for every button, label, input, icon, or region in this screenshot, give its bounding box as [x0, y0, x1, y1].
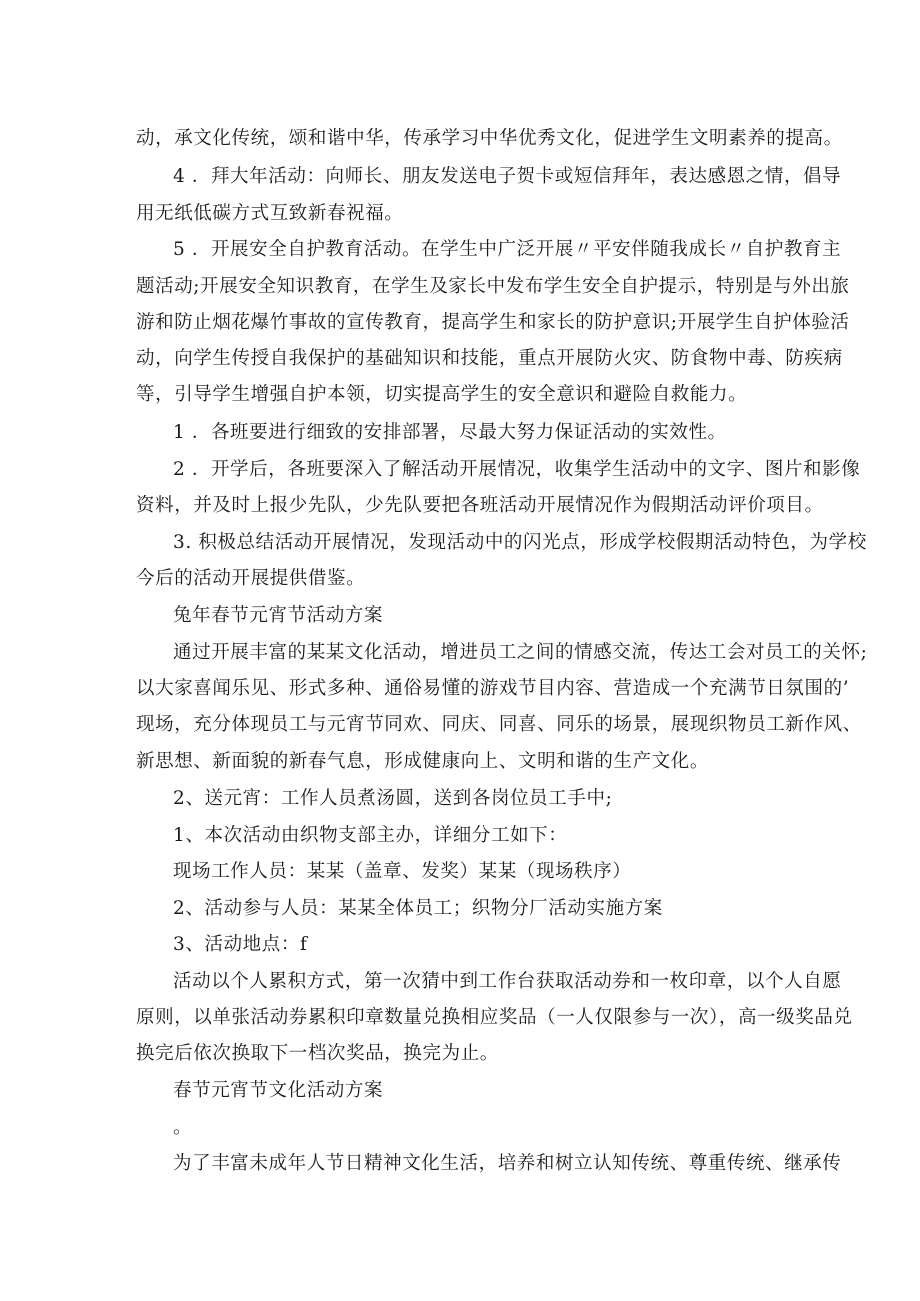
- text-line-8: 等，引导学生增强自护本领，切实提高学生的安全意识和避险自救能力。: [136, 384, 748, 405]
- text-line-10: 2 ．开学后，各班要深入了解活动开展情况，收集学生活动中的文字、图片和影像: [173, 459, 861, 480]
- text-line-22: 2、活动参与人员：某某全体员工；织物分厂活动实施方案: [173, 898, 663, 919]
- text-line-26: 换完后依次换取下一档次奖品，换完为止。: [136, 1043, 499, 1064]
- text-line-15: 通过开展丰富的某某文化活动，增进员工之间的情感交流，传达工会对员工的关怀;: [173, 642, 868, 663]
- text-line-23: 3、活动地点：f: [173, 934, 308, 955]
- text-line-13: 今后的活动开展提供借鉴。: [136, 568, 366, 589]
- section-heading-culture-activity: 春节元宵节文化活动方案: [173, 1080, 384, 1101]
- text-line-28: 。: [173, 1117, 193, 1138]
- text-line-21: 现场工作人员：某某（盖章、发奖）某某（现场秩序）: [173, 861, 632, 882]
- text-line-20: 1、本次活动由织物支部主办，详细分工如下：: [173, 825, 568, 846]
- section-heading-lantern-festival: 兔年春节元宵节活动方案: [173, 605, 384, 626]
- text-line-4: 5 ．开展安全自护教育活动。在学生中广泛开展〃平安伴随我成长〃自护教育主: [173, 239, 842, 260]
- text-line-17: 现场，充分体现员工与元宵节同欢、同庆、同喜、同乐的场景，展现织物员工新作风、: [136, 714, 862, 735]
- text-line-25: 原则，以单张活动券累积印章数量兑换相应奖品（一人仅限参与一次），高一级奖品兑: [136, 1007, 853, 1028]
- text-line-24: 活动以个人累积方式，第一次猜中到工作台获取活动券和一枚印章，以个人自愿: [173, 971, 842, 992]
- text-line-11: 资料，并及时上报少先队，少先队要把各班活动开展情况作为假期活动评价项目。: [136, 495, 824, 516]
- text-line-9: 1 ．各班要进行细致的安排部署，尽最大努力保证活动的实效性。: [173, 422, 727, 443]
- text-line-19: 2、送元宵：工作人员煮汤圆，送到各岗位员工手中;: [173, 788, 613, 809]
- text-line-6: 游和防止烟花爆竹事故的宣传教育，提高学生和家长的防护意识;开展学生自护体验活: [136, 312, 850, 333]
- text-line-18: 新思想、新面貌的新春气息，形成健康向上、文明和谐的生产文化。: [136, 751, 710, 772]
- text-line-2: 4 ．拜大年活动：向师长、朋友发送电子贺卡或短信拜年，表达感恩之情，倡导: [173, 166, 842, 187]
- text-line-12: 3. 积极总结活动开展情况，发现活动中的闪光点，形成学校假期活动特色，为学校: [173, 532, 867, 553]
- text-line-7: 动，向学生传授自我保护的基础知识和技能，重点开展防火灾、防食物中毒、防疾病: [136, 348, 843, 369]
- text-line-16: 以大家喜闻乐见、形式多种、通俗易懂的游戏节目内容、营造成一个充满节日氛围的’: [136, 678, 850, 699]
- text-line-3: 用无纸低碳方式互致新春祝福。: [136, 203, 404, 224]
- text-line-29: 为了丰富未成年人节日精神文化生活，培养和树立认知传统、尊重传统、继承传: [173, 1153, 842, 1174]
- text-line-5: 题活动;开展安全知识教育，在学生及家长中发布学生安全自护提示，特别是与外出旅: [136, 276, 850, 297]
- text-line-1: 动，承文化传统，颂和谐中华，传承学习中华优秀文化，促进学生文明素养的提高。: [136, 128, 843, 149]
